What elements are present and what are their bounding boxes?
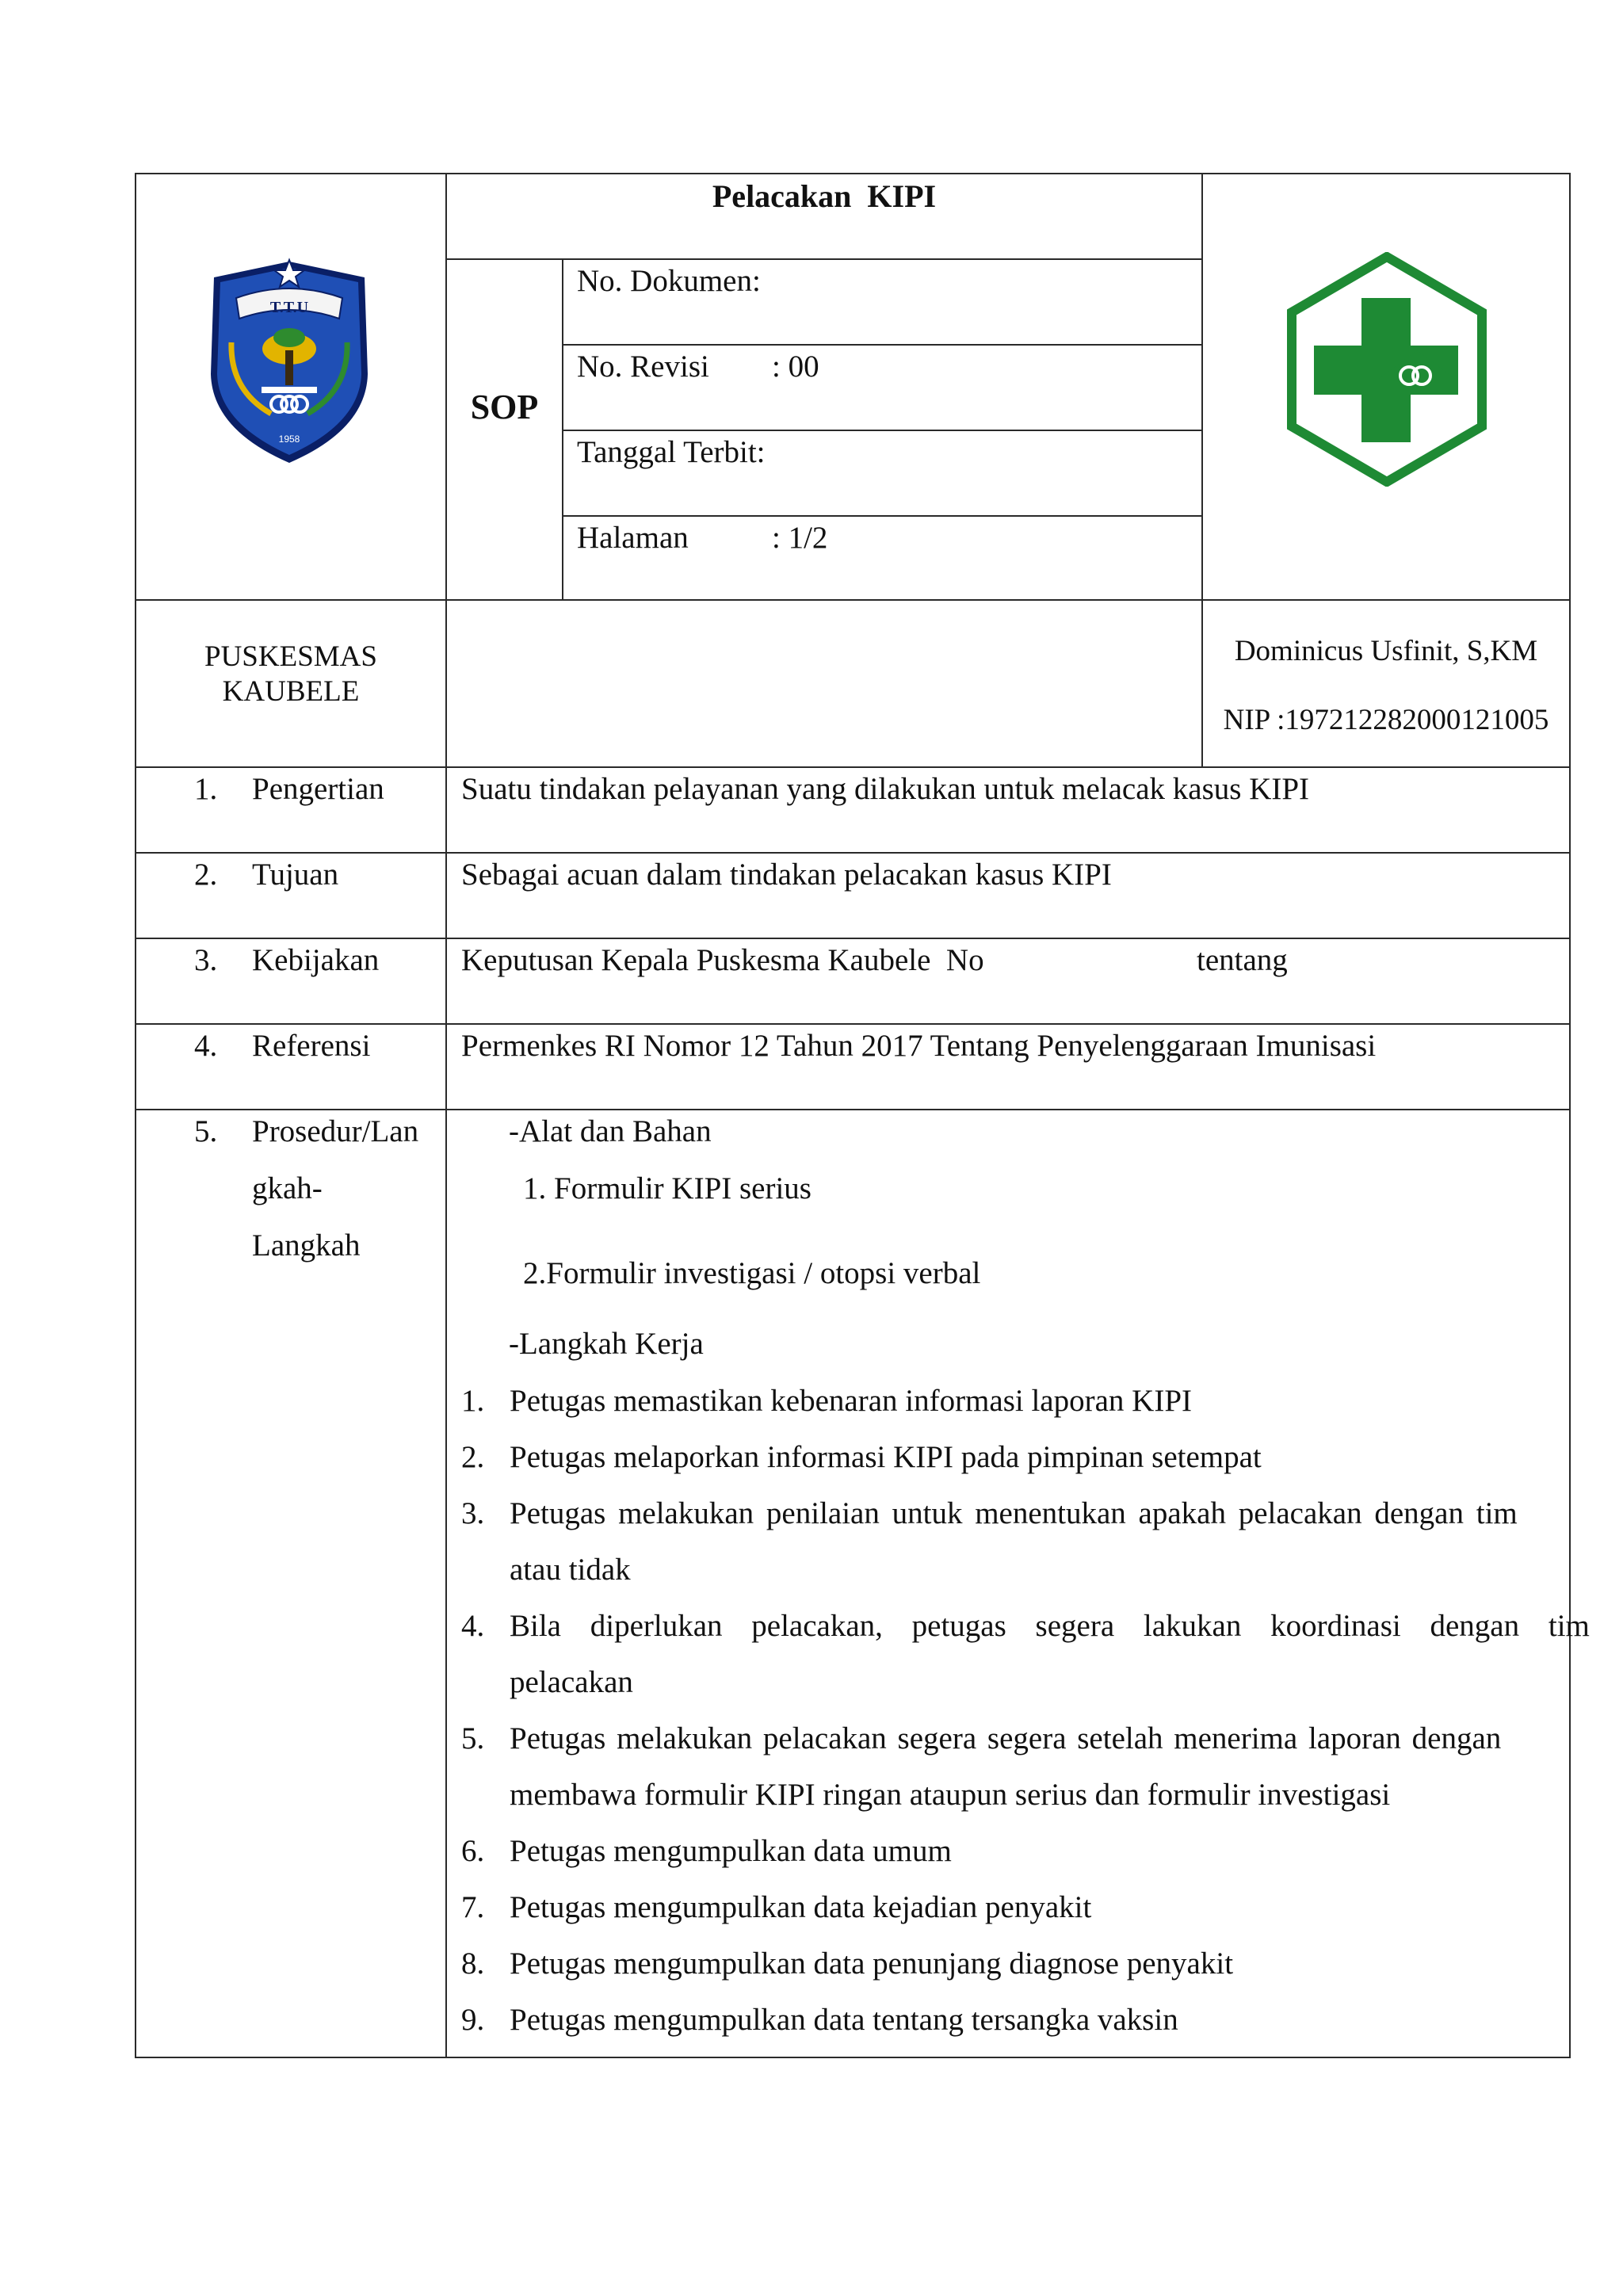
shield-base-band (262, 387, 317, 393)
row1-number: 1. (194, 772, 218, 806)
step-text: Bila diperlukan pelacakan, petugas segera lakukan koordinasi dengan tim (510, 1609, 1590, 1643)
tools-heading: -Alat dan Bahan (509, 1114, 712, 1148)
meta-divider-1 (562, 344, 1201, 346)
row2-content: Sebagai acuan dalam tindakan pelacakan kasus KIPI (461, 858, 1112, 892)
document-title: Pelacakan KIPI (712, 178, 937, 214)
row5-number: 5. (194, 1114, 218, 1148)
step-number: 9. (461, 2003, 485, 2037)
revision-value: : 00 (772, 350, 819, 384)
header-bottom-line (135, 599, 1571, 601)
step-number: 3. (461, 1496, 485, 1530)
step-text: Petugas melakukan pelacakan segera segera setelah menerima laporan dengan (510, 1721, 1502, 1755)
shield-year-text: 1958 (278, 434, 300, 445)
sop-label: SOP (470, 388, 539, 426)
tree-top (273, 328, 305, 347)
shield-banner-text: T.T.U (269, 299, 309, 316)
step-text: Petugas melakukan penilaian untuk menentukan apakah pelacakan dengan tim (510, 1496, 1518, 1530)
row3-label: Kebijakan (252, 943, 380, 977)
tool-item: 2.Formulir investigasi / otopsi verbal (523, 1256, 981, 1290)
row1-content: Suatu tindakan pelayanan yang dilakukan untuk melacak kasus KIPI (461, 772, 1310, 806)
step-text: Petugas mengumpulkan data umum (510, 1834, 952, 1868)
row4-number: 4. (194, 1029, 218, 1063)
row1-bottom-line (135, 852, 1571, 854)
step-text: Petugas mengumpulkan data tentang tersangka vaksin (510, 2003, 1178, 2037)
org-name-line2: KAUBELE (222, 675, 360, 708)
table-border-left (135, 173, 136, 2058)
step-number: 7. (461, 1890, 485, 1924)
step-text: atau tidak (510, 1553, 631, 1587)
row5-label-line1: Prosedur/Lan (252, 1114, 419, 1148)
org-name-line1: PUSKESMAS (204, 640, 377, 673)
step-number: 2. (461, 1440, 485, 1474)
meta-divider-3 (562, 515, 1201, 517)
step-text: Petugas mengumpulkan data penunjang diagnose penyakit (510, 1946, 1234, 1981)
title-divider (445, 258, 1201, 260)
page-value: : 1/2 (772, 521, 828, 555)
row1-label: Pengertian (252, 772, 384, 806)
row4-content: Permenkes RI Nomor 12 Tahun 2017 Tentang Penyelenggaraan Imunisasi (461, 1029, 1377, 1063)
row4-label: Referensi (252, 1029, 371, 1063)
row3-bottom-line (135, 1023, 1571, 1025)
step-text: Petugas melaporkan informasi KIPI pada pimpinan setempat (510, 1440, 1262, 1474)
step-text: Petugas memastikan kebenaran informasi laporan KIPI (510, 1384, 1192, 1418)
steps-heading: -Langkah Kerja (509, 1327, 704, 1361)
step-text: Petugas mengumpulkan data kejadian penyakit (510, 1890, 1092, 1924)
table-border-bottom (135, 2057, 1571, 2058)
row5-label-line2: gkah- (252, 1171, 323, 1205)
org-bottom-line (135, 766, 1571, 768)
meta-divider-2 (562, 430, 1201, 431)
issue-date-label: Tanggal Terbit: (577, 435, 766, 469)
signer-nip: NIP :197212282000121005 (1223, 704, 1549, 736)
step-number: 1. (461, 1384, 485, 1418)
row5-label-line3: Langkah (252, 1228, 361, 1263)
regency-coat-of-arms-logo (198, 255, 380, 466)
row4-bottom-line (135, 1109, 1571, 1110)
signer-name: Dominicus Usfinit, S,KM (1234, 635, 1538, 667)
table-border-top (135, 173, 1571, 174)
tool-item: 1. Formulir KIPI serius (523, 1171, 812, 1205)
step-text: membawa formulir KIPI ringan ataupun serius dan formulir investigasi (510, 1778, 1391, 1812)
page-label: Halaman (577, 521, 689, 555)
table-border-right (1569, 173, 1571, 2058)
column-divider-main (445, 173, 447, 2058)
row3-number: 3. (194, 943, 218, 977)
step-text: pelacakan (510, 1665, 633, 1699)
row2-bottom-line (135, 938, 1571, 939)
doc-number-label: No. Dokumen: (577, 264, 761, 298)
sop-column-divider (562, 258, 563, 601)
row3-content: Keputusan Kepala Puskesma Kaubele No (461, 943, 984, 977)
step-number: 4. (461, 1609, 485, 1643)
revision-label: No. Revisi (577, 350, 709, 384)
tree-trunk (285, 350, 293, 385)
puskesmas-logo (1284, 252, 1490, 487)
step-number: 5. (461, 1721, 485, 1755)
right-column-divider (1201, 173, 1203, 768)
step-number: 8. (461, 1946, 485, 1981)
row3-content-tentang: tentang (1197, 943, 1288, 977)
row2-label: Tujuan (252, 858, 339, 892)
row2-number: 2. (194, 858, 218, 892)
step-number: 6. (461, 1834, 485, 1868)
